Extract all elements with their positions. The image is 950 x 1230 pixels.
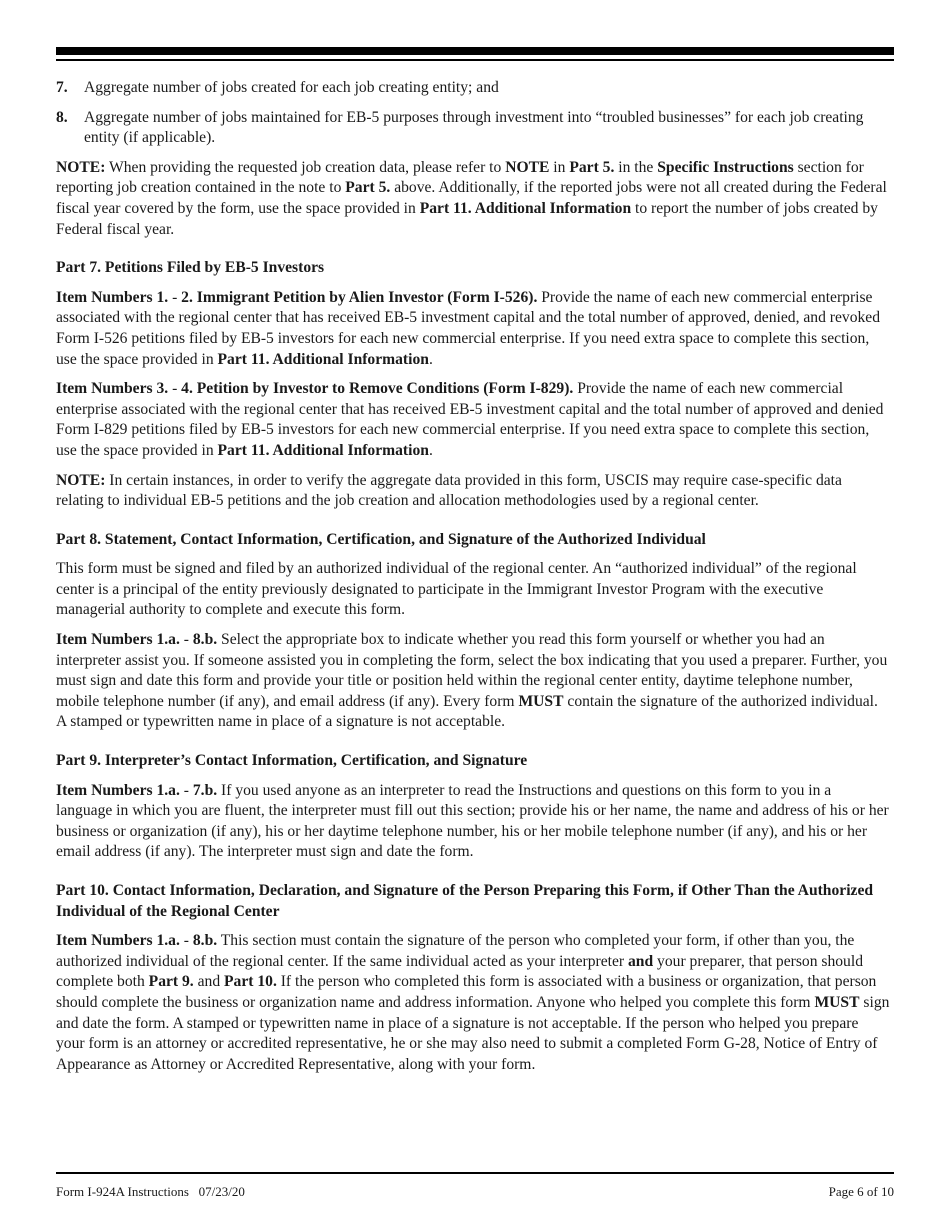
note-bold: Part 5. [345,179,391,197]
part7-paragraph-2 [56,379,890,461]
part10-heading: Part 10. Contact Information, Declaration, and Signature of the Person Preparing this Form, if Other Than the Authorized Individual of the Regional Center [56,882,874,920]
header-rule-thin [56,59,894,61]
header-rule-thick [56,47,894,55]
paragraph-text: and [193,973,225,991]
paragraph-bold: Part 9. [148,973,194,991]
list-item [56,108,890,149]
item-label: Item Numbers 1.a. [56,932,180,950]
item-label: Item Numbers 3. [56,380,169,398]
paragraph-bold: and [628,952,654,970]
note-text: in the [614,158,658,176]
part7-note [56,471,890,512]
part7-heading: Part 7. Petitions Filed by EB-5 Investors [56,259,325,277]
list-item [56,78,890,99]
list-item-text: Aggregate number of jobs maintained for EB-5 purposes through investment into “troubled businesses” for each job creating entity (if applicable). [84,108,864,147]
item-label: Item Numbers 1.a. [56,631,180,649]
dash: - [168,380,182,398]
item-label: Item Numbers 1.a. [56,781,180,799]
dash: - [179,631,193,649]
note-text: in [549,158,570,176]
note-text: section for reporting job creation contained in the note to [56,158,864,197]
item-label: 7.b. [192,781,218,799]
part8-paragraph-2 [56,630,890,733]
note-paragraph [56,158,890,240]
item-label: 8.b. [192,631,218,649]
note-text: to report the number of jobs created by Federal fiscal year. [56,199,878,238]
paragraph-text: sign and date the form. A stamped or typewritten name in place of a signature is not acceptable. If the person who helped you prepare your form is an attorney or accredited representative, he or she may also need to submit a completed Form G-28, Notice of Entry of Appearance as Attorney or Accredited Representative, along with your form. [56,993,890,1073]
part8-paragraph-1: This form must be signed and filed by an authorized individual of the regional center. An “authorized individual” of the regional center is a principal of the entity previously designated to participate in the Immigrant Investor Program with the executive managerial authority to complete and execute this form. [56,560,857,619]
note-text: When providing the requested job creation data, please refer to [105,158,506,176]
footer-page-number: Page 6 of 10 [828,1184,894,1199]
document-body [56,78,890,1084]
footer-rule [56,1172,894,1174]
item-label: 4. Petition by Investor to Remove Conditions (Form I-829). [181,380,574,398]
paragraph-text: If you used anyone as an interpreter to read the Instructions and questions on this form to you in a language in which you are fluent, the interpreter must fill out this section; provide his or her name, the name and address of his or her business or organization (if any), his or her daytime telephone number, his or her mobile telephone number (if any), and his or her email address (if any). The interpreter must sign and date the form. [56,781,889,861]
part9-heading: Part 9. Interpreter’s Contact Information, Certification, and Signature [56,752,528,770]
paragraph-text: Provide the name of each new commercial enterprise associated with the regional center that has received EB-5 investment capital and the total number of approved and denied Form I-829 petitions filed by EB-5 investors for each new commercial enterprise. If you need extra space to complete this section, use the space provided in [56,380,884,459]
dash: - [179,932,193,950]
list-item-number: 8. [56,108,68,126]
note-bold: Part 5. [569,158,615,176]
note-label: NOTE: [56,158,106,176]
paragraph-bold: MUST [814,993,860,1011]
note-bold: NOTE [505,158,550,176]
paragraph-text: . [428,350,433,368]
list-item-text: Aggregate number of jobs created for each job creating entity; and [84,79,499,96]
paragraph-text: . [428,441,433,459]
paragraph-text: Provide the name of each new commercial enterprise associated with the regional center that has received EB-5 investment capital and the total number of approved, denied, and revoked Form I-526 petitions filed by EB-5 investors for each new commercial enterprise. If you need extra space to complete this section, use the space provided in [56,288,881,368]
note-text: In certain instances, in order to verify the aggregate data provided in this form, USCIS may require case-specific data relating to individual EB-5 petitions and the job creation and allocation methodologies used by a regional center. [56,471,842,510]
item-label: Item Numbers 1. [56,288,169,306]
item-label: 8.b. [192,932,218,950]
paragraph-text: your preparer, that person should complete both [56,952,863,991]
footer-form-id: Form I-924A Instructions 07/23/20 [56,1184,245,1199]
note-bold: Part 11. Additional Information [419,199,632,217]
paragraph-text: contain the signature of the authorized individual. A stamped or typewritten name in place of a signature is not acceptable. [56,692,878,731]
paragraph-bold: Part 11. Additional Information [217,441,429,459]
note-bold: Specific Instructions [657,158,794,176]
part9-paragraph-1 [56,781,890,863]
part10-paragraph-1 [56,931,890,1075]
part8-heading: Part 8. Statement, Contact Information, Certification, and Signature of the Authorized Individual [56,530,706,548]
dash: - [179,781,193,799]
list-item-number: 7. [56,79,68,96]
paragraph-bold: MUST [518,692,564,710]
paragraph-text: This section must contain the signature of the person who completed your form, if other than you, the authorized individual of the regional center. If the same individual acted as your interpreter [56,932,855,970]
note-text: above. Additionally, if the reported jobs were not all created during the Federal fiscal year covered by the form, use the space provided in [56,179,887,217]
dash: - [168,288,182,306]
note-label: NOTE: [56,471,106,489]
paragraph-text: Select the appropriate box to indicate whether you read this form yourself or whether you had an interpreter assist you. If someone assisted you in completing the form, select the box indicating that you used a preparer. Further, you must sign and date this form and provide your title or position held within the regional center entity, daytime telephone number, mobile telephone number (if any), and email address (if any). Every form [56,631,888,710]
part7-paragraph-1 [56,288,890,370]
paragraph-text: If the person who completed this form is associated with a business or organization, that person should complete the business or organization name and address information. Anyone who helped you complete this form [56,973,877,1011]
paragraph-bold: Part 10. [224,973,277,991]
item-label: 2. Immigrant Petition by Alien Investor (Form I-526). [181,288,538,306]
paragraph-bold: Part 11. Additional Information [217,350,429,368]
